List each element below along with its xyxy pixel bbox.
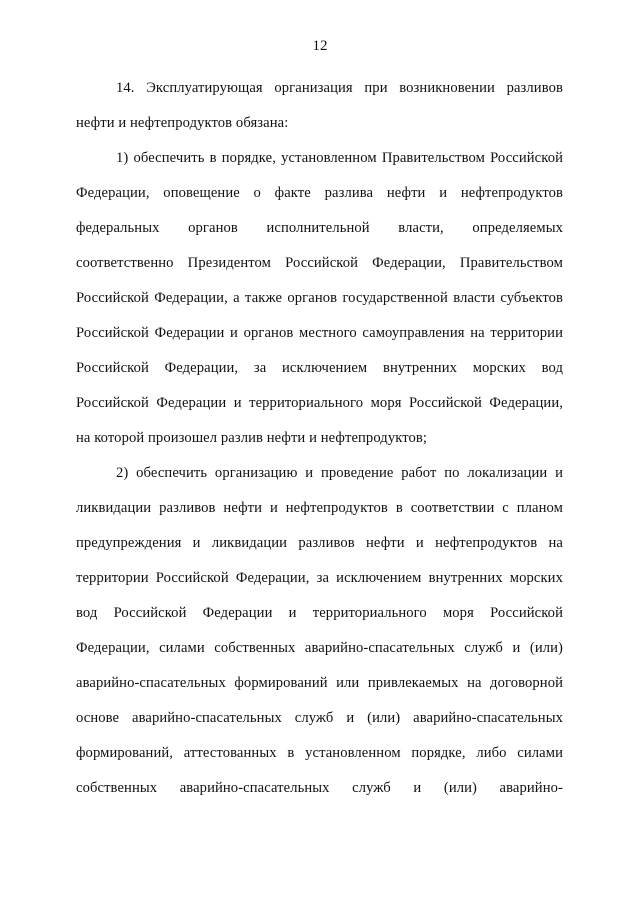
item-2-line-3: предупреждения и ликвидации разливов нефти и нефтепродуктов на (76, 535, 563, 551)
paragraph-14-line-1: 14. Эксплуатирующая организация при возникновении разливов (116, 80, 563, 96)
item-1-line-5: Российской Федерации, а также органов государственной власти субъектов (76, 290, 563, 306)
item-2-line-2: ликвидации разливов нефти и нефтепродуктов в соответствии с планом (76, 500, 563, 516)
page-number: 12 (312, 38, 328, 54)
item-1-line-8: Российской Федерации и территориального моря Российской Федерации, (76, 395, 563, 411)
item-1-line-9: на которой произошел разлив нефти и нефтепродуктов; (76, 430, 428, 446)
item-1-line-7: Российской Федерации, за исключением внутренних морских вод (76, 360, 563, 376)
item-1-line-6: Российской Федерации и органов местного самоуправления на территории (76, 325, 563, 341)
item-2-line-4: территории Российской Федерации, за исключением внутренних морских (76, 570, 563, 586)
item-2-line-10: собственных аварийно-спасательных служб и (или) аварийно- (76, 780, 563, 796)
item-2-line-5: вод Российской Федерации и территориального моря Российской (76, 605, 563, 621)
item-2-line-6: Федерации, силами собственных аварийно-спасательных служб и (или) (76, 640, 563, 656)
item-1-line-1: 1) обеспечить в порядке, установленном Правительством Российской (116, 150, 563, 166)
item-2-line-9: формирований, аттестованных в установленном порядке, либо силами (76, 745, 563, 761)
item-1-line-3: федеральных органов исполнительной власти, определяемых (76, 220, 563, 236)
item-2-line-7: аварийно-спасательных формирований или привлекаемых на договорной (76, 675, 563, 691)
item-1-line-4: соответственно Президентом Российской Федерации, Правительством (76, 255, 563, 271)
item-1-line-2: Федерации, оповещение о факте разлива нефти и нефтепродуктов (76, 185, 563, 201)
paragraph-14-line-2: нефти и нефтепродуктов обязана: (76, 115, 289, 131)
item-2-line-8: основе аварийно-спасательных служб и (или) аварийно-спасательных (76, 710, 563, 726)
item-2-line-1: 2) обеспечить организацию и проведение работ по локализации и (116, 465, 563, 481)
